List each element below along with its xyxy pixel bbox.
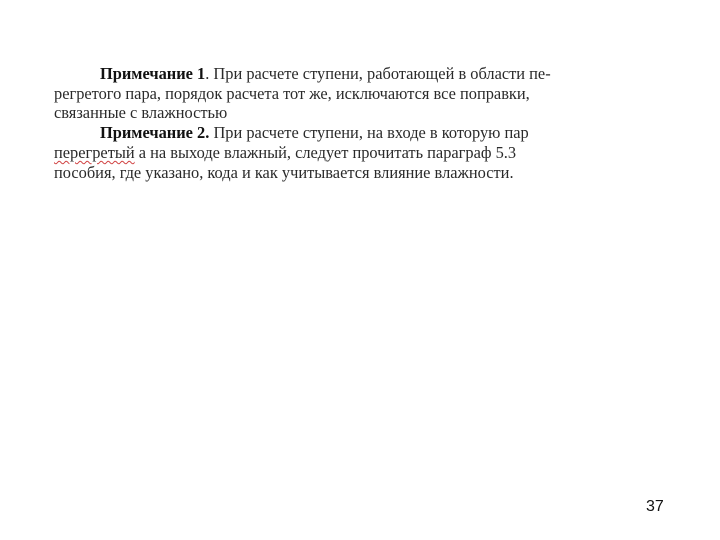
page-number: 37 [646, 498, 664, 515]
note-2-paragraph [54, 123, 654, 182]
note-2-line-2 [54, 143, 654, 163]
note-1-paragraph [54, 64, 654, 123]
notes-text-block [54, 64, 654, 182]
note-2-line-1 [54, 123, 654, 143]
note-1-line-1 [54, 64, 654, 84]
note-1-label: Примечание 1 [100, 64, 206, 83]
note-2-text-2: а на выходе влажный, следует прочитать параграф 5.3 [134, 142, 517, 162]
note-1-line-3: связанные с влажностью [54, 103, 228, 123]
note-2-label: Примечание 2. [100, 123, 210, 143]
note-1-line-2: регретого пара, порядок расчета тот же, исключаются все поправки, [54, 83, 530, 103]
note-2-line-3: пособия, где указано, кода и как учитывается влияние влажности. [54, 162, 514, 182]
note-1-text-1: . При расчете ступени, работающей в области пе- [205, 64, 551, 83]
spellcheck-word: перегретый [54, 142, 135, 162]
note-2-text-1: При расчете ступени, на входе в которую пар [209, 123, 529, 143]
